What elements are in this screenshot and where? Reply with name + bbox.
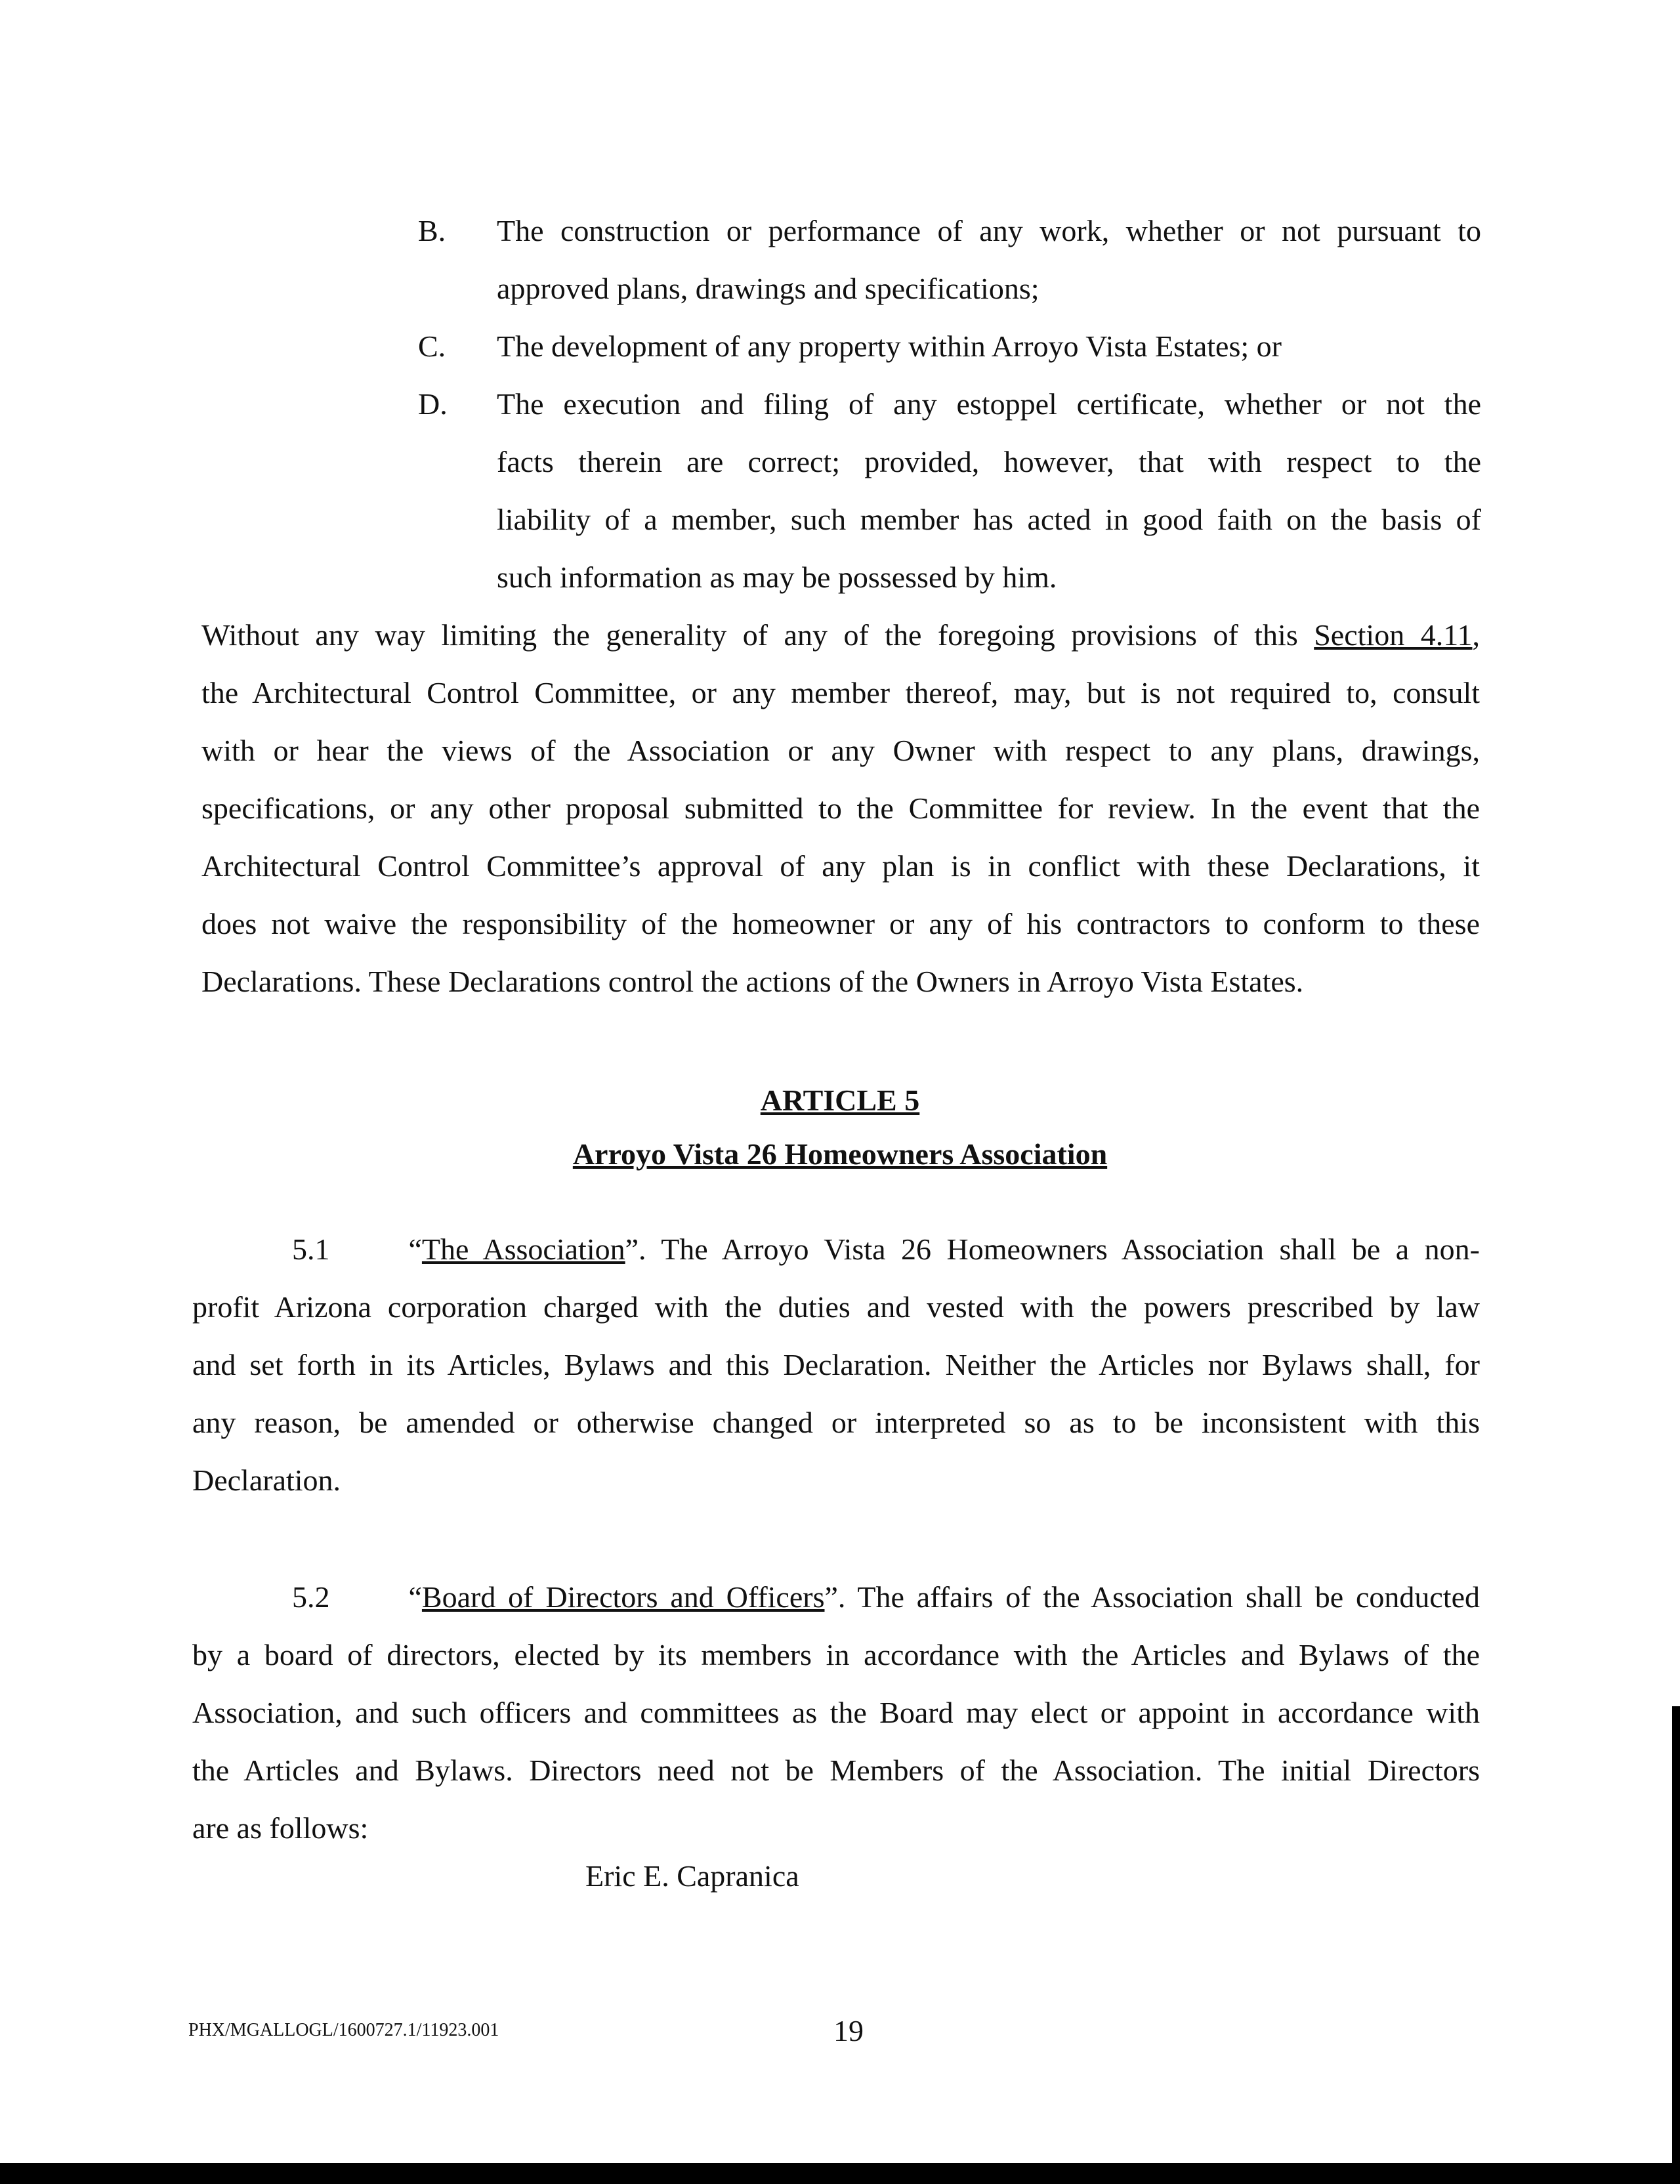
general-paragraph-line-1 — [201, 606, 1480, 664]
scan-edge-right — [1672, 1706, 1680, 2166]
section-5-1-line-1 — [192, 1221, 1480, 1278]
section-5-1-number: 5.1 — [292, 1232, 330, 1266]
initial-director-name: Eric E. Capranica — [585, 1859, 799, 1893]
general-paragraph-line-1-punct: , — [1472, 618, 1480, 652]
section-5-2-line-2: by a board of directors, elected by its members in accordance with the Articles and Bylaws of the — [192, 1638, 1480, 1671]
general-paragraph-line-6: does not waive the responsibility of the homeowner or any of his contractors to conform to these — [201, 907, 1480, 940]
list-item-b-line-1: The construction or performance of any work, whether or not pursuant to — [497, 214, 1481, 247]
section-5-1-line-5: Declaration. — [192, 1463, 341, 1497]
general-paragraph-line-4: specifications, or any other proposal submitted to the Committee for review. In the event that the — [201, 791, 1480, 825]
list-letter-b: B. — [418, 214, 446, 247]
scan-edge-bottom — [0, 2163, 1680, 2184]
article-title — [0, 1083, 1680, 1118]
section-5-2-number: 5.2 — [292, 1580, 330, 1614]
section-5-2-line-4: the Articles and Bylaws. Directors need not be Members of the Association. The initial Directors — [192, 1754, 1480, 1787]
article-subtitle-text: Arroyo Vista 26 Homeowners Association — [572, 1137, 1108, 1171]
section-5-2-title: Board of Directors and Officers — [421, 1580, 825, 1614]
general-paragraph-line-5: Architectural Control Committee’s approval of any plan is in conflict with these Declarations, it — [201, 849, 1480, 883]
list-item-d-line-2: facts therein are correct; provided, however, that with respect to the — [497, 445, 1481, 478]
section-5-2 — [192, 1568, 1480, 1857]
list-letter-c: C. — [418, 329, 446, 363]
list-item-b — [497, 202, 1481, 318]
general-paragraph-line-2: the Architectural Control Committee, or any member thereof, may, but is not required to, consult — [201, 676, 1480, 709]
general-paragraph-line-3: with or hear the views of the Association or any Owner with respect to any plans, drawings, — [201, 734, 1480, 767]
section-5-2-line-3: Association, and such officers and committees as the Board may elect or appoint in accordance with — [192, 1696, 1480, 1729]
section-5-1-quote-close: ”. — [625, 1232, 646, 1266]
section-5-1 — [192, 1221, 1480, 1509]
list-item-d-line-1: The execution and filing of any estoppel certificate, whether or not the — [497, 387, 1481, 421]
section-reference-link: Section 4.11 — [1314, 618, 1473, 652]
section-5-2-quote-open: “ — [408, 1580, 422, 1614]
section-5-1-quote-open: “ — [408, 1232, 422, 1266]
list-item-d-line-4: such information as may be possessed by him. — [497, 560, 1057, 594]
document-id: PHX/MGALLOGL/1600727.1/11923.001 — [188, 2020, 499, 2040]
section-5-1-line-4: any reason, be amended or otherwise changed or interpreted so as to be inconsistent with this — [192, 1406, 1480, 1439]
general-paragraph-line-7: Declarations. These Declarations control the actions of the Owners in Arroyo Vista Estates. — [201, 965, 1304, 998]
section-5-2-quote-close: ”. — [824, 1580, 846, 1614]
list-item-b-line-2: approved plans, drawings and specifications; — [497, 272, 1040, 305]
section-5-2-line-5: are as follows: — [192, 1811, 369, 1845]
section-5-2-line-1 — [192, 1568, 1480, 1626]
list-item-d-line-3: liability of a member, such member has acted in good faith on the basis of — [497, 503, 1481, 536]
section-5-1-line-2: profit Arizona corporation charged with the duties and vested with the powers prescribed by law — [192, 1290, 1480, 1324]
section-5-1-title: The Association — [421, 1232, 625, 1266]
section-5-1-line-1-rest: The Arroyo Vista 26 Homeowners Association shall be a non- — [646, 1232, 1480, 1266]
list-item-c — [497, 318, 1481, 375]
general-paragraph-line-1-text: Without any way limiting the generality of any of the foregoing provisions of this — [201, 618, 1314, 652]
section-5-1-line-3: and set forth in its Articles, Bylaws and this Declaration. Neither the Articles nor Bylaws shall, for — [192, 1348, 1480, 1381]
article-subtitle — [0, 1137, 1680, 1171]
list-item-d — [497, 375, 1481, 606]
page-number: 19 — [833, 2014, 864, 2048]
list-item-c-line-1: The development of any property within Arroyo Vista Estates; or — [497, 329, 1282, 363]
section-5-2-line-1-rest: The affairs of the Association shall be conducted — [845, 1580, 1480, 1614]
list-letter-d: D. — [418, 387, 448, 421]
general-paragraph — [201, 606, 1480, 1011]
article-title-text: ARTICLE 5 — [760, 1083, 920, 1117]
